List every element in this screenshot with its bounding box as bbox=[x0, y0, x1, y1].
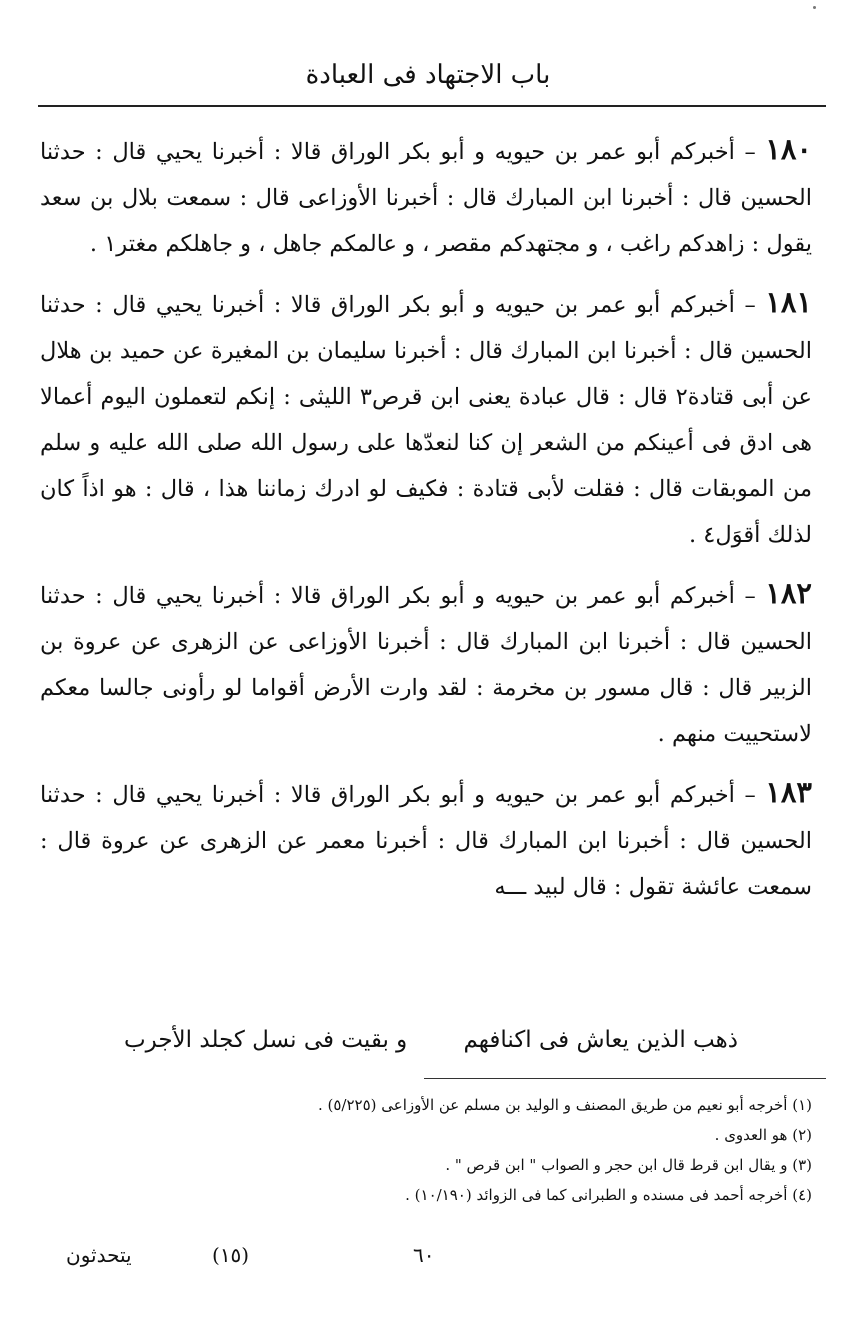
hadith-text: – أخبركم أبو عمر بن حيويه و أبو بكر الوراق قالا : أخبرنا يحيي قال : حدثنا الحسين قال : أخبرنا ابن المبارك قال : أخبرنا سليمان بن المغيرة عن حميد بن هلال عن أبى قتادة٢ قال : قال عبادة يعنى ابن قرص٣ الليثى : إنكم لتعملون اليوم أعمالا هى ادق فى أعينكم من الشعر إن كنا لنعدّها على رسول الله صلى الله عليه و سلم من الموبقات قال : فقلت لأبى قتادة : فكيف لو ادرك زماننا هذا ، قال : هو اذاً كان لذلك أقوَل٤ . bbox=[40, 292, 812, 548]
footnote-3: (٣) و يقال ابن قرط قال ابن حجر و الصواب " ابن قرص " . bbox=[445, 1156, 812, 1174]
hadith-182 bbox=[40, 570, 812, 757]
hadith-text: – أخبركم أبو عمر بن حيويه و أبو بكر الوراق قالا : أخبرنا يحيي قال : حدثنا الحسين قال : أخبرنا ابن المبارك قال : أخبرنا الأوزاعى عن الزهرى عن عروة بن الزبير قال : قال مسور بن مخرمة : لقد وارت الأرض أقواما لو رأونى جالسا معكم لاستحييت منهم . bbox=[40, 583, 812, 747]
page-footer bbox=[0, 1240, 856, 1276]
footnote-rule bbox=[424, 1078, 826, 1079]
running-header: باب الاجتهاد فى العبادة bbox=[305, 60, 551, 90]
poem-first-hemistich: ذهب الذين يعاش فى اكنافهم bbox=[463, 1027, 738, 1053]
header-rule bbox=[38, 105, 826, 107]
footnote-4: (٤) أخرجه أحمد فى مسنده و الطبرانى كما فى الزوائد (١٠/١٩٠) . bbox=[405, 1186, 812, 1204]
footnote-1: (١) أخرجه أبو نعيم من طريق المصنف و الوليد بن مسلم عن الأوزاعى (٥/٢٢٥) . bbox=[317, 1096, 812, 1114]
signature-number: (١٥) bbox=[212, 1243, 250, 1267]
hadith-number: ١٨٠ bbox=[765, 132, 812, 166]
footnotes bbox=[42, 1090, 812, 1210]
hadith-183 bbox=[40, 769, 812, 910]
poem-second-hemistich: و بقيت فى نسل كجلد الأجرب bbox=[124, 1027, 408, 1053]
hadith-180 bbox=[40, 126, 812, 267]
footnote-2: (٢) هو العدوى . bbox=[714, 1126, 812, 1144]
hadith-text: – أخبركم أبو عمر بن حيويه و أبو بكر الوراق قالا : أخبرنا يحيي قال : حدثنا الحسين قال : أخبرنا ابن المبارك قال : أخبرنا معمر عن الزهرى عن عروة قال : سمعت عائشة تقول : قال لبيد ـــه bbox=[40, 782, 812, 900]
page-number: ٦٠ bbox=[413, 1243, 435, 1267]
hadith-number: ١٨١ bbox=[765, 285, 812, 319]
hadith-181 bbox=[40, 279, 812, 558]
hadith-text: – أخبركم أبو عمر بن حيويه و أبو بكر الوراق قالا : أخبرنا يحيي قال : حدثنا الحسين قال : أخبرنا ابن المبارك قال : أخبرنا الأوزاعى قال : سمعت بلال بن سعد يقول : زاهدكم راغب ، و مجتهدكم مقصر ، و عالمكم جاهل ، و جاهلكم مغتر١ . bbox=[40, 139, 812, 257]
catchword: يتحدثون bbox=[66, 1243, 132, 1267]
hadith-number: ١٨٢ bbox=[765, 576, 812, 610]
main-text bbox=[40, 126, 812, 922]
hadith-number: ١٨٣ bbox=[765, 775, 812, 809]
poem-verse bbox=[100, 1020, 800, 1064]
speck-mark bbox=[813, 6, 816, 9]
